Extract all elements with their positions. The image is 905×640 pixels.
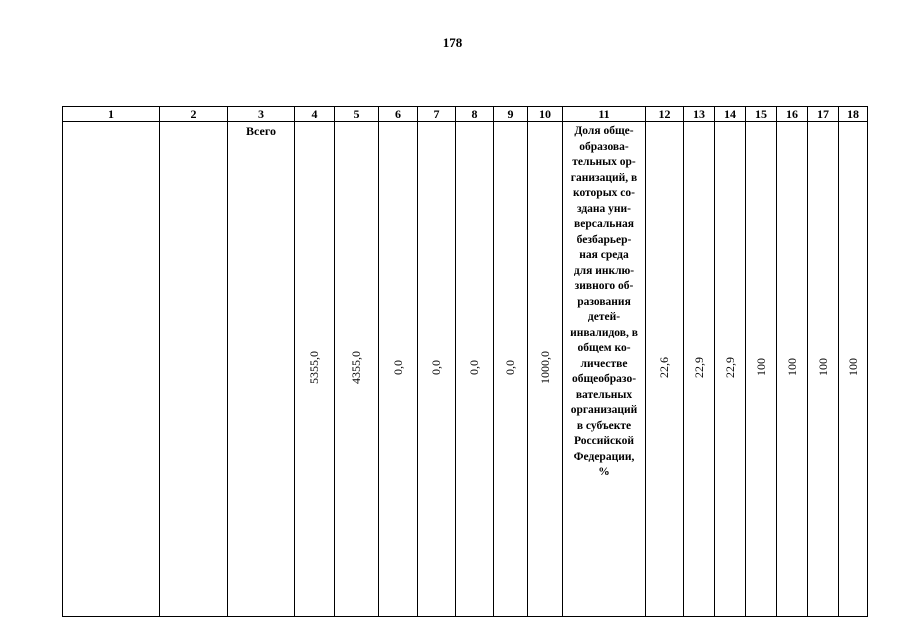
data-table-container [62, 106, 867, 614]
cell-col18 [839, 122, 868, 617]
header-cell: 6 [379, 107, 418, 122]
table-row [63, 122, 868, 617]
header-cell: 18 [839, 107, 868, 122]
header-cell: 17 [808, 107, 839, 122]
cell-col9 [494, 122, 528, 617]
header-cell: 9 [494, 107, 528, 122]
data-table [62, 106, 868, 617]
cell-col17 [808, 122, 839, 617]
header-cell: 4 [295, 107, 335, 122]
value-text: 5355,0 [307, 350, 321, 384]
cell-col10 [528, 122, 563, 617]
cell-col7 [418, 122, 456, 617]
value-text: 0,0 [429, 359, 443, 375]
value-text: 100 [753, 358, 768, 376]
value-text: 22,6 [657, 356, 671, 378]
value-text: 100 [784, 358, 799, 376]
header-cell: 15 [746, 107, 777, 122]
cell-total-label: Всего [228, 122, 295, 617]
header-cell: 2 [160, 107, 228, 122]
cell-col4 [295, 122, 335, 617]
header-cell: 16 [777, 107, 808, 122]
table-header-row [63, 107, 868, 122]
value-text: 22,9 [691, 356, 706, 378]
cell-col13 [684, 122, 715, 617]
value-text: 0,0 [390, 359, 405, 375]
indicator-text: Доля обще- образова- тельных ор- ганизаций, в которых со- здана уни- версальная безбарьер- ная среда для инклю- зивного об- разования детей- инвалидов, в общем ко- личестве общеобразо- вательных организаций в субъекте Российской Федерации, % [570, 125, 638, 478]
value-text: 100 [815, 358, 830, 376]
cell-indicator [563, 122, 646, 617]
value-text: 1000,0 [537, 350, 552, 384]
value-text: 0,0 [467, 359, 481, 375]
header-cell: 7 [418, 107, 456, 122]
header-cell: 3 [228, 107, 295, 122]
header-cell: 10 [528, 107, 563, 122]
value-text: 100 [845, 358, 860, 376]
cell-col1 [63, 122, 160, 617]
header-cell: 14 [715, 107, 746, 122]
cell-col2 [160, 122, 228, 617]
header-cell: 13 [684, 107, 715, 122]
value-text: 4355,0 [349, 350, 363, 384]
cell-col8 [456, 122, 494, 617]
cell-col12 [646, 122, 684, 617]
value-text: 22,9 [722, 356, 737, 378]
cell-col16 [777, 122, 808, 617]
cell-col6 [379, 122, 418, 617]
header-cell: 1 [63, 107, 160, 122]
cell-col15 [746, 122, 777, 617]
page-number: 178 [442, 35, 463, 50]
header-cell: 12 [646, 107, 684, 122]
header-cell: 11 [563, 107, 646, 122]
cell-col14 [715, 122, 746, 617]
header-cell: 5 [335, 107, 379, 122]
value-text: 0,0 [503, 359, 517, 375]
header-cell: 8 [456, 107, 494, 122]
cell-col5 [335, 122, 379, 617]
